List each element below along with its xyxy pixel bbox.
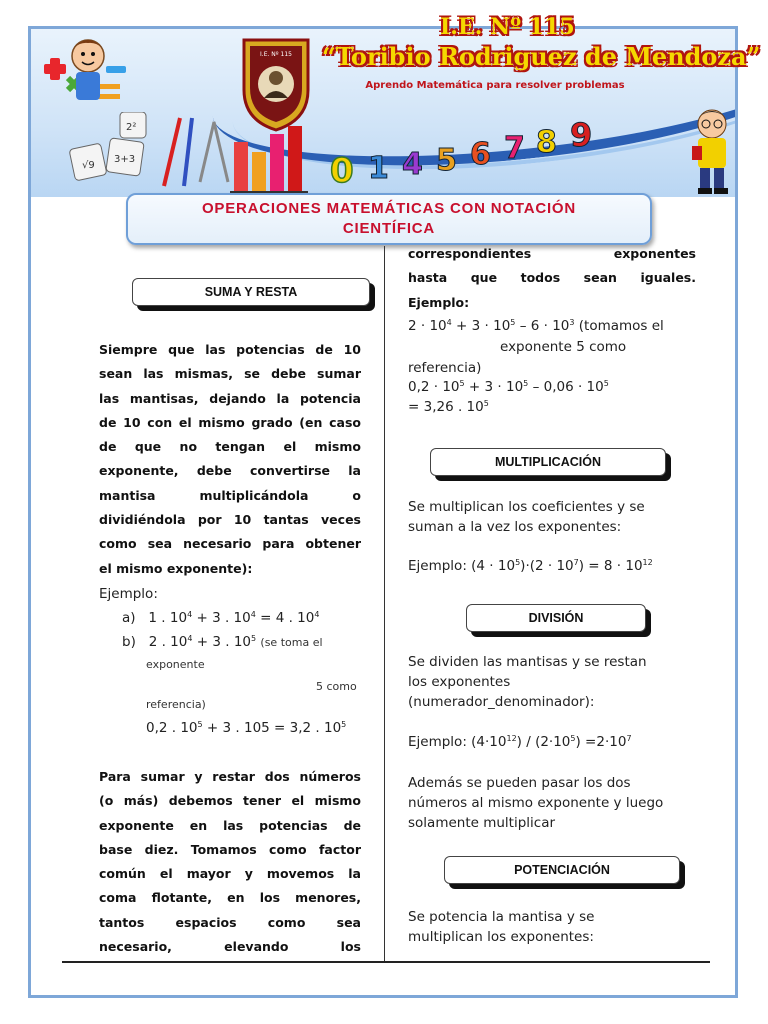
cartoon-student-icon: [686, 104, 736, 196]
svg-text:1: 1: [368, 151, 389, 186]
expr-part: (tomamos el: [578, 318, 664, 334]
svg-text:2²: 2²: [126, 122, 137, 133]
mult-text: suman a la vez los exponentes:: [408, 519, 622, 535]
svg-text:9: 9: [570, 116, 593, 154]
example-note: (se toma el: [260, 636, 323, 649]
expr-part: + 3 · 10: [468, 379, 524, 395]
svg-text:6: 6: [470, 137, 491, 172]
div-extra: solamente multiplicar: [408, 815, 556, 831]
exponent: 5: [570, 734, 576, 743]
pot-text: multiplican los exponentes:: [408, 929, 594, 945]
paragraph-line: exponente en las potencias de: [99, 817, 361, 833]
paragraph-line: correspondientes exponentes: [408, 246, 696, 261]
paragraph-line: hasta que todos sean iguales.: [408, 270, 696, 286]
expr-part: + 3 . 10: [196, 634, 252, 650]
exponent: 5: [459, 379, 465, 388]
svg-text:4: 4: [402, 147, 423, 182]
paragraph-line: las mantisas, dejando la potencia: [99, 390, 361, 406]
example-note: 5 como: [316, 680, 357, 693]
expr-part: + 3 . 10: [196, 610, 251, 626]
school-number: I.E. Nº 115: [440, 14, 575, 40]
expr-part: ) = 8 · 10: [578, 558, 643, 574]
expr-part: + 3 · 10: [456, 318, 511, 334]
paragraph-line: coma flotante, en los menores,: [99, 890, 361, 906]
footer-rule: [62, 961, 710, 963]
page-title: [126, 193, 652, 245]
paragraph-line: común el mayor y movemos la: [99, 866, 361, 882]
school-motto: Aprendo Matemática para resolver problemas: [365, 80, 625, 91]
exponent: 5: [523, 379, 529, 388]
paragraph-line: base diez. Tomamos como factor: [99, 841, 361, 857]
sum-example-2: [408, 379, 609, 395]
paragraph-line: Para sumar y restar dos números: [99, 769, 361, 784]
expr-part: = 4 . 10: [260, 610, 315, 626]
exponent: 5: [197, 720, 203, 729]
exponent: 7: [573, 558, 579, 567]
list-marker: a): [122, 610, 136, 626]
expr-part: – 6 · 10: [519, 318, 570, 334]
example-a: [122, 610, 319, 626]
exponent: 5: [483, 399, 489, 408]
expr-part: 2 . 10: [148, 634, 188, 650]
expr-part: 0,2 . 10: [146, 720, 198, 736]
svg-text:8: 8: [536, 125, 557, 160]
section-label-multiplicacion: MULTIPLICACIÓN: [430, 448, 666, 476]
exponent: 4: [187, 634, 193, 643]
paragraph-line: mantisa multiplicándola o: [99, 487, 361, 503]
example-note: exponente: [146, 658, 205, 671]
paragraph-line: el mismo exponente):: [99, 560, 253, 576]
expr-part: ) =2·10: [575, 734, 627, 750]
school-name: “Toribio Rodriguez de Mendoza”: [322, 42, 761, 71]
exponent: 5: [341, 720, 347, 729]
paragraph-line: necesario, elevando los: [99, 939, 361, 955]
example-b: [122, 634, 323, 650]
div-text: (numerador_denominador):: [408, 694, 595, 710]
colorful-digits-icon: [326, 112, 616, 192]
expr-part: )·(2 · 10: [520, 558, 574, 574]
paragraph-line: tantos espacios como sea: [99, 914, 361, 930]
example-note: referencia): [408, 360, 482, 376]
expr-part: ) / (2·10: [516, 734, 571, 750]
exponent: 5: [603, 379, 609, 388]
paragraph-line: como sea necesario para obtener: [99, 536, 361, 552]
list-marker: b): [122, 634, 136, 650]
exponent: 5: [251, 634, 257, 643]
exponent: 12: [506, 734, 517, 743]
continuation-paragraph: [408, 242, 696, 315]
paragraph-line: (o más) debemos tener el mismo: [99, 793, 361, 809]
expr-part: Ejemplo: (4 · 10: [408, 558, 516, 574]
svg-text:3+3: 3+3: [114, 154, 136, 165]
expr-part: = 3,26 . 10: [408, 399, 484, 415]
section-label-potenciacion: POTENCIACIÓN: [444, 856, 680, 884]
svg-text:7: 7: [504, 131, 525, 166]
paragraph-line: dividiéndola por 10 tantas veces: [99, 512, 361, 528]
mult-example: [408, 558, 653, 574]
expr-part: + 3 . 105 = 3,2 . 10: [206, 720, 342, 736]
section-label-division: DIVISIÓN: [466, 604, 646, 632]
paragraph-line: de que no tengan el mismo: [99, 439, 361, 455]
expr-part: – 0,06 · 10: [532, 379, 604, 395]
ejemplo-bold: Ejemplo:: [408, 294, 470, 310]
title-line-1: OPERACIONES MATEMÁTICAS CON NOTACIÓN: [201, 200, 577, 217]
div-text: Se dividen las mantisas y se restan: [408, 654, 647, 670]
pot-text: Se potencia la mantisa y se: [408, 909, 595, 925]
exponent: 4: [314, 610, 320, 619]
section-label-suma-resta: SUMA Y RESTA: [132, 278, 370, 306]
exponent: 4: [446, 318, 452, 327]
div-example: [408, 734, 632, 750]
suma-paragraph-2: [99, 765, 361, 959]
div-extra: números al mismo exponente y luego: [408, 795, 664, 811]
div-extra: Además se pueden pasar los dos: [408, 775, 631, 791]
exponent: 7: [626, 734, 632, 743]
example-note: exponente 5 como: [500, 339, 627, 355]
paragraph-line: de 10 con el mismo grado (en caso: [99, 414, 361, 430]
exponent: 4: [187, 610, 193, 619]
ejemplo-label: Ejemplo:: [99, 586, 158, 602]
svg-text:0: 0: [330, 151, 354, 191]
sum-example-3: [408, 399, 489, 415]
sum-example-1: [408, 318, 664, 334]
svg-text:√9: √9: [82, 160, 95, 171]
exponent: 3: [569, 318, 575, 327]
seal-text: I.E. Nº 115: [260, 51, 292, 58]
cartoon-kid-math-icon: [40, 34, 130, 114]
div-text: los exponentes: [408, 674, 511, 690]
example-note: referencia): [146, 698, 206, 711]
paragraph-line: exponente, debe convertirse la: [99, 463, 361, 479]
expr-part: 2 · 10: [408, 318, 447, 334]
exponent: 5: [515, 558, 521, 567]
paragraph-line: sean las mismas, se debe sumar: [99, 366, 361, 382]
expr-part: 0,2 · 10: [408, 379, 460, 395]
math-tools-illustration-icon: [64, 112, 344, 198]
column-divider: [384, 246, 385, 962]
exponent: 12: [642, 558, 653, 567]
svg-text:5: 5: [436, 143, 457, 178]
suma-paragraph: [99, 338, 361, 581]
exponent: 4: [250, 610, 256, 619]
expr-part: Ejemplo: (4·10: [408, 734, 507, 750]
expr-part: 1 . 10: [148, 610, 188, 626]
title-line-2: CIENTÍFICA: [342, 220, 436, 237]
paragraph-line: Siempre que las potencias de 10: [99, 342, 361, 357]
example-b-result: [146, 720, 346, 736]
mult-text: Se multiplican los coeficientes y se: [408, 499, 645, 515]
exponent: 5: [510, 318, 516, 327]
